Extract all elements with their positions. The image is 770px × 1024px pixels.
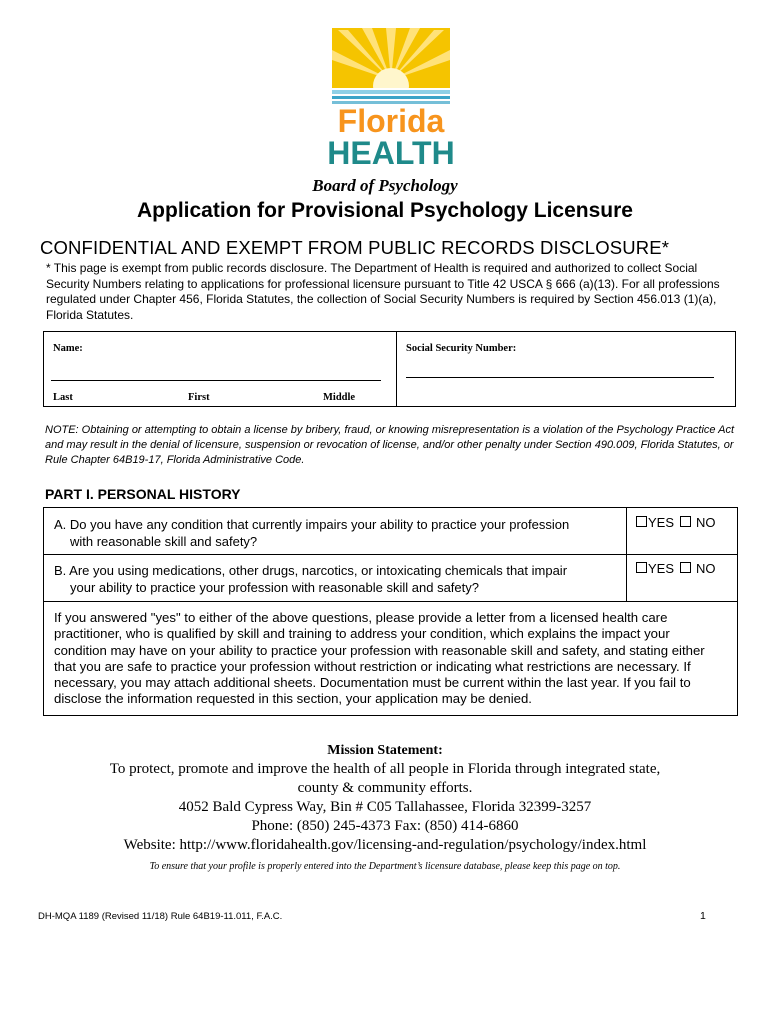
question-b-no-checkbox[interactable] xyxy=(680,562,691,573)
mission-line1: To protect, promote and improve the health of all people in Florida through integrated state, xyxy=(109,761,661,777)
personal-history-table xyxy=(43,507,738,716)
mission-address: 4052 Bald Cypress Way, Bin # C05 Tallahassee, Florida 32399-3257 xyxy=(178,799,592,815)
logo-wordmark-health: HEALTH xyxy=(327,135,455,168)
question-a-yes-checkbox[interactable] xyxy=(636,516,647,527)
mission-title: Mission Statement: xyxy=(327,743,443,758)
question-b-no-label: NO xyxy=(696,561,716,576)
question-b xyxy=(54,562,614,596)
ssn-label: Social Security Number: xyxy=(406,343,517,354)
part1-heading: PART I. PERSONAL HISTORY xyxy=(45,486,241,502)
florida-health-logo xyxy=(318,28,456,168)
page-order-note: To ensure that your profile is properly entered into the Department’s licensure database, please keep this page on top. xyxy=(149,861,621,872)
name-label: Name: xyxy=(53,343,83,354)
mission-line2: county & community efforts. xyxy=(297,780,473,796)
question-a-yes-label: YES xyxy=(648,515,675,530)
name-ssn-box xyxy=(43,331,736,407)
yes-answer-instructions: If you answered "yes" to either of the above questions, please provide a letter from a licensed health care practitioner, who is qualified by skill and training to address your condition, which explains the impact your condition may have on your ability to practice your profession with reasonable skill and safety, and stating either that you are safe to practice your profession without restriction or indicating what restrictions are necessary. If necessary, you may attach additional sheets. Documentation must be current within the last year. If you fail to disclose the information requested in this section, your application may be denied. xyxy=(54,610,705,707)
question-b-yes-checkbox[interactable] xyxy=(636,562,647,573)
question-a-no-checkbox[interactable] xyxy=(680,516,691,527)
question-b-options xyxy=(636,561,716,576)
mission-statement xyxy=(0,741,770,855)
question-b-line1: B. Are you using medications, other drugs, narcotics, or intoxicating chemicals that impair xyxy=(54,563,568,578)
ssn-disclosure-note: * This page is exempt from public records disclosure. The Department of Health is required and authorized to collect Social Security Numbers relating to applications for professional licensure pursuant to Title 42 USCA § 666 (a)(13). For all professions regulated under Chapter 456, Florida Statutes, the collection of Social Security Numbers is required by Section 456.013 (1)(a), Florida Statutes. xyxy=(46,261,720,322)
mission-phone: Phone: (850) 245-4373 Fax: (850) 414-6860 xyxy=(251,818,519,834)
name-input-line[interactable] xyxy=(51,380,381,381)
question-b-line2: your ability to practice your profession with reasonable skill and safety? xyxy=(70,580,479,595)
form-id: DH-MQA 1189 (Revised 11/18) Rule 64B19-11.011, F.A.C. xyxy=(38,911,283,922)
question-b-yes-label: YES xyxy=(648,561,675,576)
middle-label: Middle xyxy=(323,392,356,403)
ssn-input-line[interactable] xyxy=(406,377,714,378)
logo-wordmark-florida: Florida xyxy=(337,103,445,139)
board-name: Board of Psychology xyxy=(312,176,458,195)
question-a-no-label: NO xyxy=(696,515,716,530)
page-number: 1 xyxy=(700,910,706,922)
page-title: Application for Provisional Psychology Licensure xyxy=(137,199,633,222)
last-label: Last xyxy=(53,392,73,403)
mission-website[interactable]: Website: http://www.floridahealth.gov/licensing-and-regulation/psychology/index.html xyxy=(123,837,647,853)
confidential-heading: CONFIDENTIAL AND EXEMPT FROM PUBLIC RECORDS DISCLOSURE* xyxy=(40,237,670,258)
first-label: First xyxy=(188,392,210,403)
fraud-note: NOTE: Obtaining or attempting to obtain a license by bribery, fraud, or knowing misrepresentation is a violation of the Psychology Practice Act and may result in the denial of licensure, suspension or revocation of license, and/or other penalty under Section 490.009, Florida Statutes, or Rule Chapter 64B19-17, Florida Administrative Code. xyxy=(45,424,735,467)
question-a-line1: A. Do you have any condition that currently impairs your ability to practice your profession xyxy=(54,517,570,532)
question-a xyxy=(54,516,614,550)
question-a-options xyxy=(636,515,716,530)
question-a-line2: with reasonable skill and safety? xyxy=(70,534,258,549)
